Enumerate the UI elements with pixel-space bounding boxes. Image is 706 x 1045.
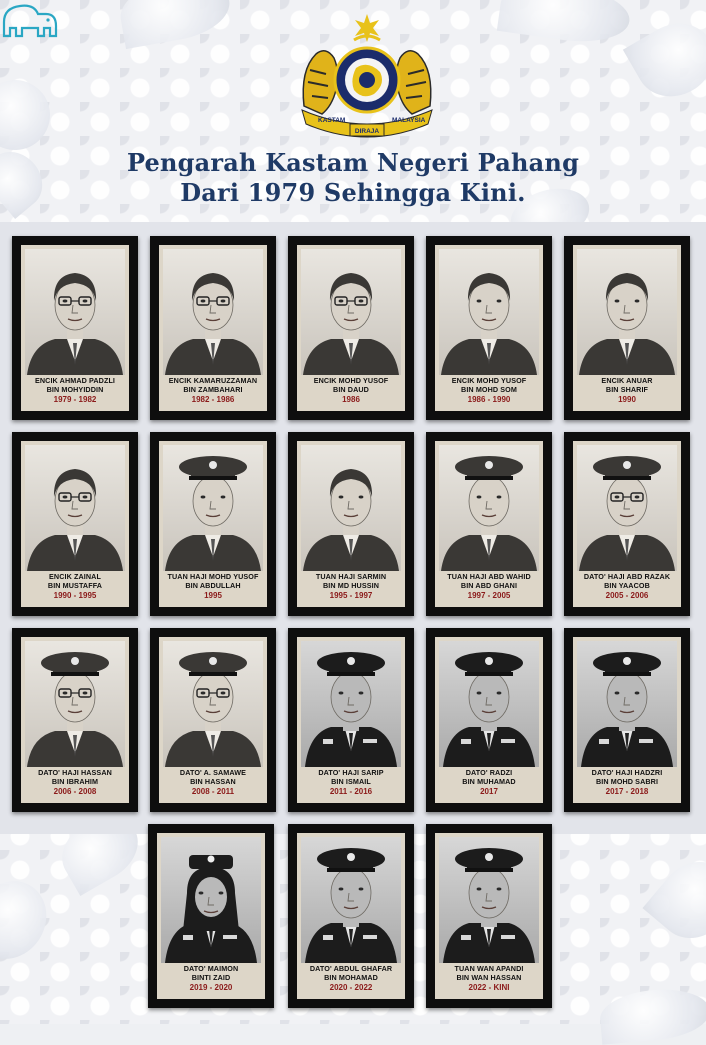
portrait-mat <box>297 441 405 607</box>
portrait-frame <box>426 236 552 420</box>
ribbon-left-text: KASTAM <box>318 117 346 124</box>
ribbon-right-text: MALAYSIA <box>392 117 426 124</box>
director-tenure-years: 2019 - 2020 <box>189 983 233 992</box>
portrait-caption <box>573 376 681 404</box>
director-name-line-2: BIN ABD GHANI <box>460 581 518 590</box>
portrait-frame <box>12 432 138 616</box>
director-name-line-1: DATO' RADZI <box>465 768 513 777</box>
portrait-mat <box>573 245 681 411</box>
director-name-line-1: ENCIK ZAINAL <box>49 572 101 581</box>
portrait-caption <box>297 572 405 600</box>
portrait-image <box>25 641 125 767</box>
director-name-line-1: TUAN WAN APANDI <box>454 964 524 973</box>
portrait-frame <box>288 824 414 1008</box>
elephant-logo-icon <box>0 0 64 40</box>
portrait-caption <box>297 376 405 404</box>
director-name-line-1: DATO' MAIMON <box>183 964 239 973</box>
portrait-mat <box>159 245 267 411</box>
portrait-frame <box>426 628 552 812</box>
director-name-line-1: DATO' HAJI HADZRI <box>591 768 663 777</box>
director-name-line-1: DATO' ABDUL GHAFAR <box>309 964 393 973</box>
director-name-line-1: TUAN HAJI SARMIN <box>315 572 387 581</box>
portrait-frame <box>426 824 552 1008</box>
director-name-line-1: ENCIK AHMAD PADZLI <box>34 376 116 385</box>
portrait-frame <box>288 236 414 420</box>
portrait-image <box>439 445 539 571</box>
portrait-caption <box>435 964 543 992</box>
director-tenure-years: 1990 - 1995 <box>53 591 97 600</box>
director-name-line-2: BIN MOHD SOM <box>461 385 517 394</box>
portrait-image <box>161 837 261 963</box>
director-name-line-1: ENCIK MOHD YUSOF <box>313 376 389 385</box>
director-name-line-2: BIN MD HUSSIN <box>322 581 379 590</box>
director-name-line-2: BIN ISMAIL <box>331 777 371 786</box>
director-name-line-1: ENCIK MOHD YUSOF <box>451 376 527 385</box>
portrait-caption <box>297 964 405 992</box>
director-tenure-years: 2017 <box>480 787 498 796</box>
portrait-caption <box>159 768 267 796</box>
director-tenure-years: 2005 - 2006 <box>605 591 649 600</box>
director-name-line-2: BIN MUSTAFFA <box>47 581 103 590</box>
portrait-caption <box>435 768 543 796</box>
director-name-line-1: TUAN HAJI ABD WAHID <box>447 572 531 581</box>
portrait-caption <box>21 572 129 600</box>
director-name-line-1: DATO' A. SAMAWE <box>179 768 247 777</box>
director-name-line-2: BIN DAUD <box>333 385 369 394</box>
portrait-frame <box>288 432 414 616</box>
director-tenure-years: 2006 - 2008 <box>53 787 97 796</box>
portrait-mat <box>297 245 405 411</box>
director-name-line-2: BIN ABDULLAH <box>185 581 241 590</box>
portrait-image <box>577 249 677 375</box>
portrait-image <box>25 249 125 375</box>
director-name-line-2: BIN MOHYIDDIN <box>46 385 104 394</box>
director-name-line-2: BIN ZAMBAHARI <box>183 385 243 394</box>
portrait-caption <box>159 572 267 600</box>
portrait-image <box>439 641 539 767</box>
portrait-caption <box>435 376 543 404</box>
portrait-mat <box>157 833 265 999</box>
portrait-caption <box>21 376 129 404</box>
portrait-image <box>439 249 539 375</box>
director-name-line-1: DATO' HAJI ABD RAZAK <box>583 572 671 581</box>
portrait-frame <box>426 432 552 616</box>
portrait-image <box>301 837 401 963</box>
portrait-image <box>301 445 401 571</box>
portrait-image <box>301 641 401 767</box>
portrait-frame <box>150 236 276 420</box>
director-tenure-years: 1986 - 1990 <box>467 395 511 404</box>
portrait-frame <box>288 628 414 812</box>
portrait-mat <box>435 637 543 803</box>
portrait-mat <box>21 441 129 607</box>
portrait-mat <box>435 833 543 999</box>
director-name-line-2: BIN WAN HASSAN <box>456 973 522 982</box>
director-name-line-1: ENCIK ANUAR <box>601 376 653 385</box>
portrait-mat <box>159 637 267 803</box>
director-name-line-1: TUAN HAJI MOHD YUSOF <box>167 572 259 581</box>
director-tenure-years: 1995 <box>204 591 222 600</box>
portrait-mat <box>21 637 129 803</box>
director-name-line-2: BIN MOHD SABRI <box>595 777 659 786</box>
portrait-image <box>163 445 263 571</box>
director-tenure-years: 2017 - 2018 <box>605 787 649 796</box>
portrait-frame <box>12 236 138 420</box>
portrait-image <box>25 445 125 571</box>
portrait-mat <box>435 245 543 411</box>
ribbon-bottom-text: DIRAJA <box>354 128 380 135</box>
director-name-line-2: BIN MUHAMAD <box>462 777 516 786</box>
portrait-caption <box>21 768 129 796</box>
portrait-mat <box>297 637 405 803</box>
director-name-line-2: BIN IBRAHIM <box>51 777 99 786</box>
portrait-caption <box>159 376 267 404</box>
director-name-line-2: BIN YAACOB <box>604 581 650 590</box>
director-name-line-1: DATO' HAJI HASSAN <box>38 768 112 777</box>
director-tenure-years: 1979 - 1982 <box>53 395 97 404</box>
portrait-caption <box>573 768 681 796</box>
director-tenure-years: 2011 - 2016 <box>329 787 373 796</box>
page-title-line-2: Dari 1979 Sehingga Kini. <box>180 178 526 207</box>
director-name-line-2: BIN HASSAN <box>190 777 236 786</box>
portrait-image <box>577 641 677 767</box>
portrait-mat <box>573 441 681 607</box>
director-tenure-years: 1997 - 2005 <box>467 591 511 600</box>
portrait-frame <box>564 432 690 616</box>
director-name-line-1: DATO' HAJI SARIP <box>318 768 384 777</box>
portrait-caption <box>297 768 405 796</box>
director-tenure-years: 1990 <box>618 395 636 404</box>
director-tenure-years: 1995 - 1997 <box>329 591 373 600</box>
portrait-image <box>163 249 263 375</box>
portrait-frame <box>150 432 276 616</box>
portrait-frame <box>564 628 690 812</box>
director-tenure-years: 1986 <box>342 395 360 404</box>
director-tenure-years: 2008 - 2011 <box>191 787 235 796</box>
portrait-image <box>163 641 263 767</box>
portrait-frame <box>564 236 690 420</box>
portrait-mat <box>159 441 267 607</box>
portrait-caption <box>435 572 543 600</box>
portrait-image <box>439 837 539 963</box>
portrait-mat <box>21 245 129 411</box>
director-name-line-2: BINTI ZAID <box>191 973 231 982</box>
portrait-image <box>301 249 401 375</box>
director-name-line-2: BIN SHARIF <box>605 385 649 394</box>
portrait-image <box>577 445 677 571</box>
page-title-line-1: Pengarah Kastam Negeri Pahang <box>126 148 580 177</box>
customs-crest-logo <box>296 10 438 140</box>
portrait-caption <box>573 572 681 600</box>
portrait-frame <box>148 824 274 1008</box>
portrait-mat <box>435 441 543 607</box>
portrait-mat <box>573 637 681 803</box>
director-name-line-1: ENCIK KAMARUZZAMAN <box>168 376 258 385</box>
portrait-frame <box>150 628 276 812</box>
director-tenure-years: 2020 - 2022 <box>329 983 373 992</box>
director-name-line-2: BIN MOHAMAD <box>324 973 378 982</box>
portrait-caption <box>157 964 265 992</box>
director-tenure-years: 1982 - 1986 <box>191 395 235 404</box>
portrait-mat <box>297 833 405 999</box>
portrait-frame <box>12 628 138 812</box>
director-tenure-years: 2022 - KINI <box>468 983 510 992</box>
